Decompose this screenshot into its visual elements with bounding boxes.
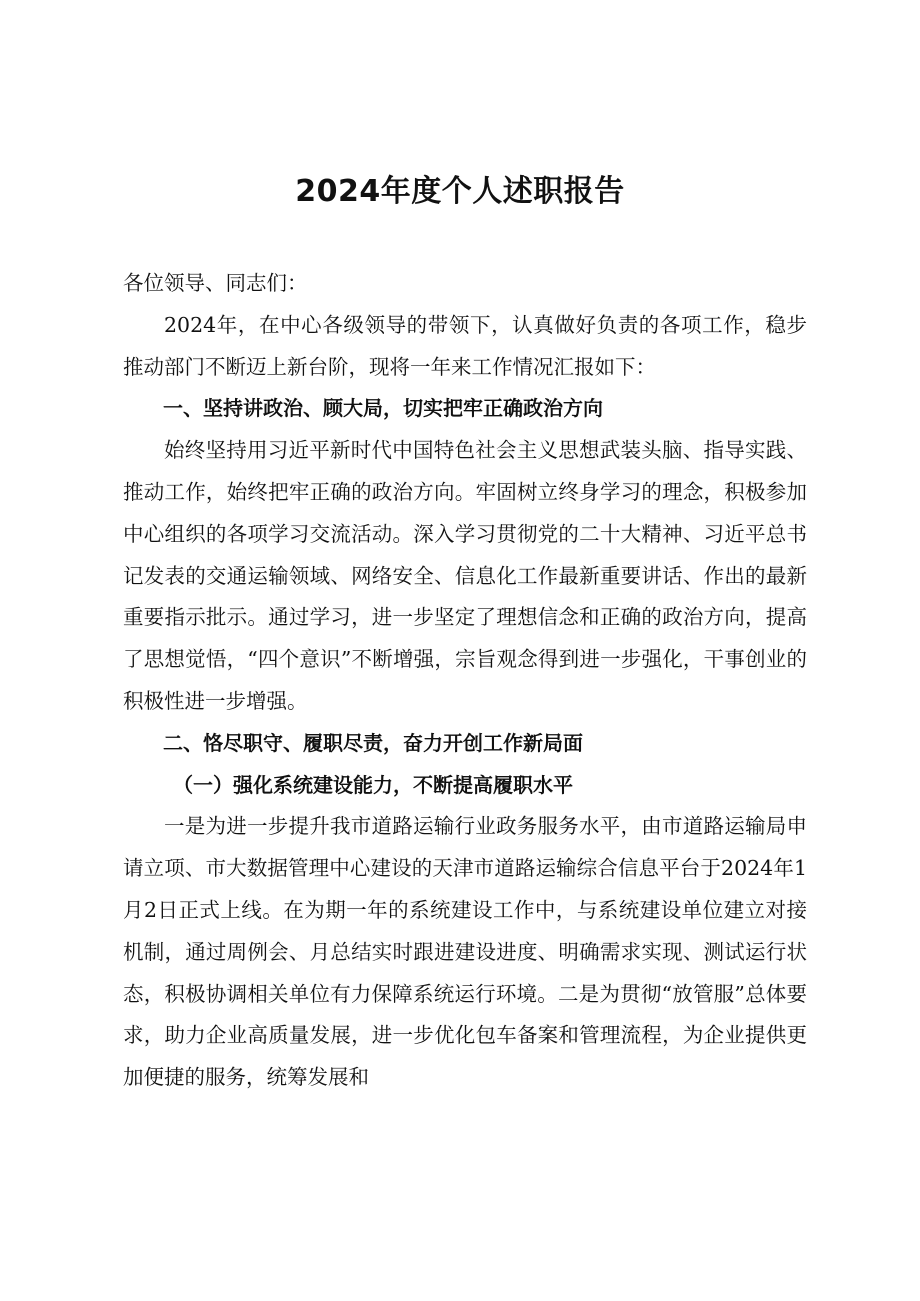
section-2-heading: 二、恪尽职守、履职尽责，奋力开创工作新局面 (163, 730, 583, 755)
intro-paragraph: 2024年，在中心各级领导的带领下，认真做好负责的各项工作，稳步推动部门不断迈上新台阶，现将一年来工作情况汇报如下： (123, 312, 807, 379)
section-1-heading: 一、坚持讲政治、顾大局，切实把牢正确政治方向 (163, 396, 603, 421)
document-title: 2024年度个人述职报告 (295, 174, 625, 209)
subsection-2-1-heading: （一）强化系统建设能力，不断提高履职水平 (173, 772, 573, 797)
subsection-2-1-paragraph: 一是为进一步提升我市道路运输行业政务服务水平，由市道路运输局申请立项、市大数据管理中心建设的天津市道路运输综合信息平台于2024年1月2日正式上线。在为期一年的系统建设工作中，与系统建设单位建立对接机制，通过周例会、月总结实时跟进建设进度、明确需求实现、测试运行状态，积极协调相关单位有力保障系统运行环境。二是为贯彻“放管服”总体要求，助力企业高质量发展，进一步优化包车备案和管理流程，为企业提供更加便捷的服务，统筹发展和 (123, 814, 807, 1090)
section-1-paragraph: 始终坚持用习近平新时代中国特色社会主义思想武装头脑、指导实践、推动工作，始终把牢正确的政治方向。牢固树立终身学习的理念，积极参加中心组织的各项学习交流活动。深入学习贯彻党的二十大精神、习近平总书记发表的交通运输领域、网络安全、信息化工作最新重要讲话、作出的最新重要指示批示。通过学习，进一步坚定了理想信念和正确的政治方向，提高了思想觉悟，“四个意识”不断增强，宗旨观念得到进一步强化，干事创业的积极性进一步增强。 (123, 438, 807, 713)
salutation: 各位领导、同志们： (123, 271, 308, 295)
document-body (123, 263, 807, 1099)
